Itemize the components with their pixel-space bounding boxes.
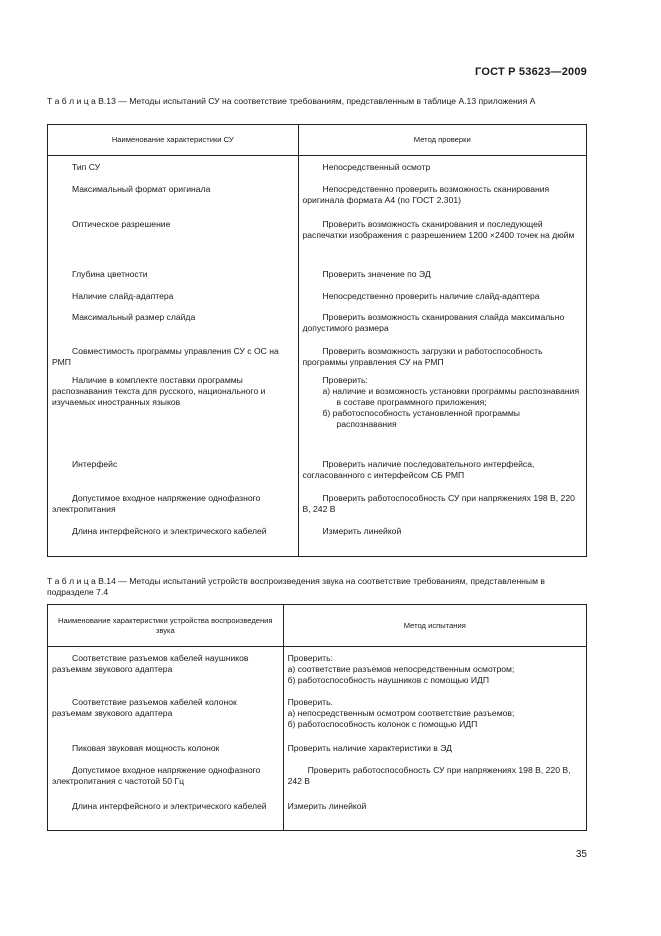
table-row <box>48 801 587 831</box>
table-14-col2-header: Метод испытания <box>283 605 586 647</box>
table-13-caption: Т а б л и ц а В.13 — Методы испытаний СУ на соответствие требованиям, представленным в таблице А.13 приложения А <box>47 96 536 106</box>
method-cell: Проверить работоспособность СУ при напряжениях 198 В, 220 В, 242 В <box>287 764 571 786</box>
method-list-item: б) работоспособность наушников с помощью ИДП <box>287 675 490 685</box>
method-cell: Проверить работоспособность СУ при напряжениях 198 В, 220 В, 242 В <box>302 492 575 514</box>
table-row <box>48 269 587 291</box>
characteristic-cell: Оптическое разрешение <box>72 218 171 229</box>
method-list-item: а) непосредственным осмотром соответствие разъемов; <box>287 707 515 718</box>
table-13-col1-header: Наименование характеристики СУ <box>48 125 299 156</box>
method-cell: Измерить линейкой <box>322 525 402 536</box>
table-row <box>48 765 587 801</box>
table-13 <box>47 124 587 557</box>
table-14-header <box>48 605 587 647</box>
characteristic-cell: Интерфейс <box>72 458 118 469</box>
table-row <box>48 526 587 557</box>
characteristic-cell: Глубина цветности <box>72 268 148 279</box>
characteristic-cell: Наличие в комплекте поставки программы распознавания текста для русского, национального и изучаемых иностранных языков <box>52 374 266 407</box>
method-cell: Проверить. <box>287 696 333 707</box>
method-list-item: а) соответствие разъемов непосредственным осмотром; <box>287 664 515 674</box>
characteristic-cell: Максимальный формат оригинала <box>72 183 211 194</box>
table-13-col2-header: Метод проверки <box>298 125 587 156</box>
method-cell: Проверить возможность сканирования слайда максимально допустимого размера <box>302 311 565 333</box>
method-list-item: а) наличие и возможность установки программы распознавания в составе программного приложения; <box>322 385 580 407</box>
characteristic-cell: Соответствие разъемов кабелей колонок разъемам звукового адаптера <box>52 696 237 718</box>
characteristic-cell: Тип СУ <box>72 162 101 172</box>
method-cell: Измерить линейкой <box>287 800 367 811</box>
method-cell: Проверить возможность загрузки и работоспособность программы управления СУ на РМП <box>302 345 543 367</box>
page-number: 35 <box>575 849 587 860</box>
table-row <box>48 291 587 312</box>
table-row <box>48 156 587 184</box>
method-cell: Проверить возможность сканирования и последующей распечатки изображения с разрешением 1200 ×2400 точек на дюйм <box>302 218 575 240</box>
method-cell: Проверить наличие последовательного интерфейса, согласованного с интерфейсом СБ РМП <box>302 458 535 480</box>
method-cell: Непосредственно проверить возможность сканирования оригинала формата А4 (по ГОСТ 2.301) <box>302 183 550 205</box>
method-list-item: б) работоспособность установленной программы распознавания <box>322 407 520 429</box>
method-cell: Проверить: <box>322 374 368 385</box>
table-14-caption: Т а б л и ц а В.14 — Методы испытаний устройств воспроизведения звука на соответствие требованиям, представленным в подразделе 7.4 <box>47 576 545 597</box>
characteristic-cell: Допустимое входное напряжение однофазного электропитания с частотой 50 Гц <box>52 764 261 786</box>
characteristic-cell: Совместимость программы управления СУ с ОС на РМП <box>52 345 279 367</box>
characteristic-cell: Длина интерфейсного и электрического кабелей <box>72 525 267 536</box>
characteristic-cell: Пиковая звуковая мощность колонок <box>72 742 220 753</box>
method-list <box>303 386 583 430</box>
method-cell: Проверить: <box>287 653 333 663</box>
table-13-header <box>48 125 587 156</box>
characteristic-cell: Длина интерфейсного и электрического кабелей <box>72 800 267 811</box>
table-row <box>48 743 587 765</box>
table-row <box>48 647 587 697</box>
method-cell: Проверить наличие характеристики в ЭД <box>287 742 452 753</box>
table-row <box>48 219 587 269</box>
standard-designation: ГОСТ Р 53623—2009 <box>475 66 587 78</box>
characteristic-cell: Наличие слайд-адаптера <box>72 290 174 301</box>
characteristic-cell: Максимальный размер слайда <box>72 311 196 322</box>
table-row <box>48 184 587 219</box>
table-row <box>48 312 587 346</box>
characteristic-cell: Соответствие разъемов кабелей наушников разъемам звукового адаптера <box>52 653 249 674</box>
table-row <box>48 346 587 375</box>
table-14-col1-header: Наименование характеристики устройства воспроизведения звука <box>48 605 284 647</box>
table-row <box>48 697 587 743</box>
table-row <box>48 459 587 493</box>
method-cell: Непосредственный осмотр <box>322 162 431 172</box>
table-14 <box>47 604 587 831</box>
method-cell: Проверить значение по ЭД <box>322 268 431 279</box>
method-list-item: б) работоспособность колонок с помощью ИДП <box>287 718 478 729</box>
method-cell: Непосредственно проверить наличие слайд-адаптера <box>322 290 540 301</box>
table-row <box>48 375 587 459</box>
table-row <box>48 493 587 526</box>
characteristic-cell: Допустимое входное напряжение однофазного электропитания <box>52 492 261 514</box>
